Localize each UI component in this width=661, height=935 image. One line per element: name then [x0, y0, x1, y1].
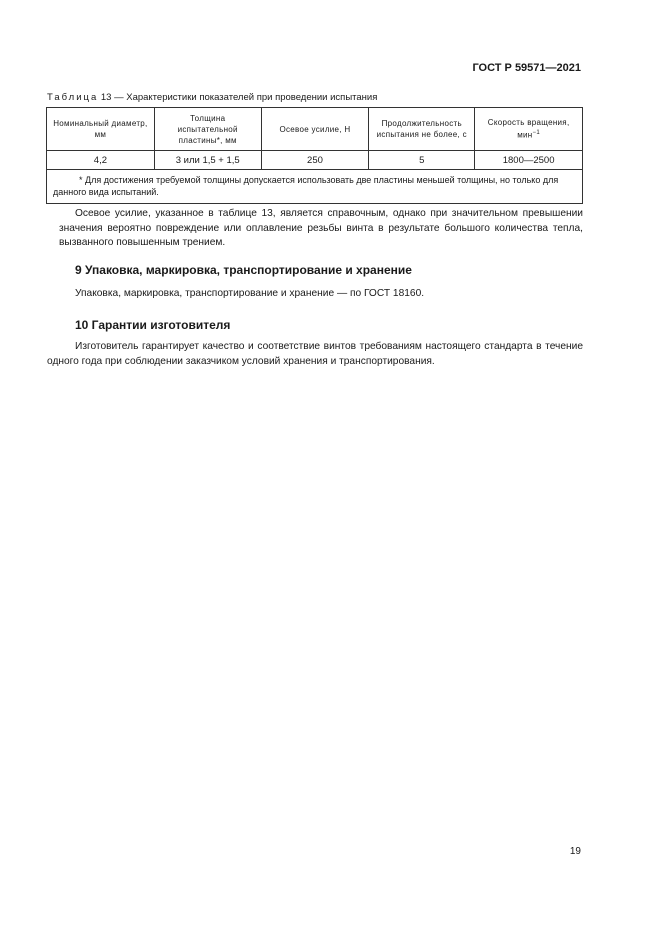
warranty-paragraph: Изготовитель гарантирует качество и соответствие винтов требованиям настоящего стандарта в течение одного года при соблюдении заказчиком условий хранения и транспортирования.	[47, 341, 583, 367]
page-number: 19	[569, 846, 581, 857]
header-rotation-speed-label: Скорость вращения, мин	[487, 118, 570, 140]
table-caption	[47, 92, 377, 103]
header-axial-force: Осевое усилие, Н	[261, 108, 369, 151]
cell-test-duration: 5	[369, 151, 475, 170]
speed-unit-exponent: −1	[532, 130, 540, 137]
header-plate-thickness: Толщина испытательной пластины*, мм	[154, 108, 261, 151]
table-caption-word: Таблица	[47, 92, 99, 103]
header-rotation-speed	[475, 108, 583, 151]
cell-axial-force: 250	[261, 151, 369, 170]
table-header-row	[47, 108, 583, 151]
table-footnote-text: * Для достижения требуемой толщины допускается использовать две пластины меньшей толщины, но только для данного вида испытаний.	[53, 175, 559, 197]
header-test-duration: Продолжительность испытания не более, с	[369, 108, 475, 151]
test-parameters-table	[46, 107, 583, 204]
table-caption-title: 13 — Характеристики показателей при проведении испытания	[98, 92, 378, 103]
section-9-heading: 9 Упаковка, маркировка, транспортирование и хранение	[75, 263, 412, 277]
header-nominal-diameter: Номинальный диаметр, мм	[47, 108, 155, 151]
packaging-paragraph: Упаковка, маркировка, транспортирование и хранение — по ГОСТ 18160.	[75, 288, 425, 299]
section-10-heading: 10 Гарантии изготовителя	[75, 318, 231, 332]
table-footnote	[47, 170, 583, 204]
cell-rotation-speed: 1800—2500	[475, 151, 583, 170]
document-code: ГОСТ Р 59571—2021	[472, 62, 581, 74]
cell-plate-thickness: 3 или 1,5 + 1,5	[154, 151, 261, 170]
axial-force-note: Осевое усилие, указанное в таблице 13, является справочным, однако при значительном превышении значения вероятно повреждение или оплавление резьбы винта в результате большого количества тепла, вызванного повышенным трением.	[59, 208, 583, 248]
table-footnote-row	[47, 170, 583, 204]
table-row	[47, 151, 583, 170]
cell-nominal-diameter: 4,2	[47, 151, 155, 170]
